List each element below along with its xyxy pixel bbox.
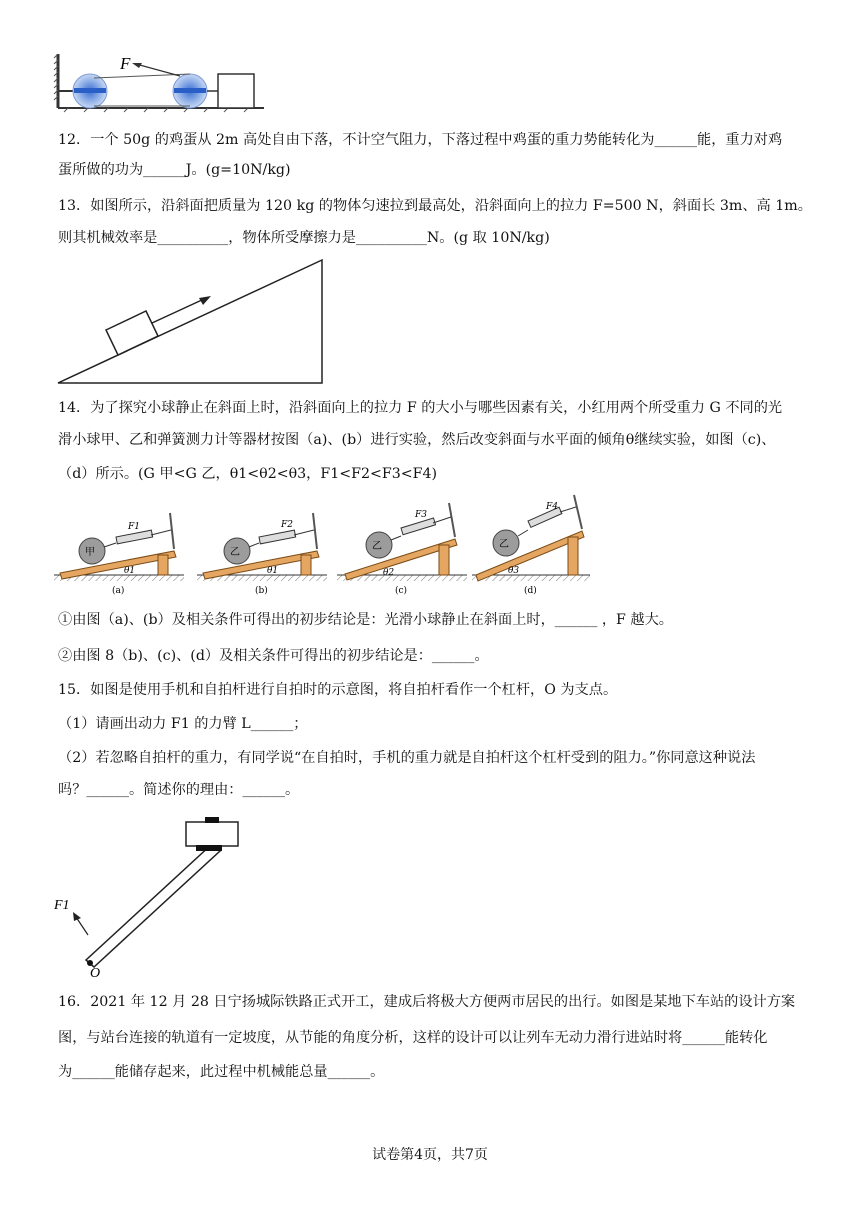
incline-figure bbox=[56, 258, 336, 388]
block bbox=[218, 74, 254, 108]
panel-d-angle: θ3 bbox=[508, 566, 520, 576]
panel-b-force: F2 bbox=[281, 520, 293, 530]
panel-c bbox=[337, 503, 467, 596]
q16-line1: 16．2021 年 12 月 28 日宁扬城际铁路正式开工，建成后将极大方便两市居民的出行。如图是某地下车站的设计方案 bbox=[58, 994, 796, 1010]
q15-part2b: 吗？______。简述你的理由：______。 bbox=[58, 782, 300, 798]
q12-line1: 12．一个 50g 的鸡蛋从 2m 高处自由下落，不计空气阻力，下落过程中鸡蛋的重力势能转化为______能，重力对鸡 bbox=[58, 132, 783, 148]
q14-line2: 滑小球甲、乙和弹簧测力计等器材按图（a)、(b）进行实验，然后改变斜面与水平面的倾角θ继续实验，如图（c)、 bbox=[58, 432, 776, 448]
panel-a-angle: θ1 bbox=[124, 566, 136, 576]
panel-a-caption: (a) bbox=[112, 586, 125, 596]
panel-c-ball: 乙 bbox=[372, 541, 382, 552]
panel-b-caption: (b) bbox=[255, 586, 268, 596]
arrow-icon bbox=[73, 912, 81, 921]
panel-b-ball: 乙 bbox=[230, 547, 240, 558]
panel-a bbox=[54, 513, 184, 596]
panel-d-caption: (d) bbox=[524, 586, 537, 596]
phone bbox=[186, 822, 238, 846]
panel-d-force: F4 bbox=[546, 502, 558, 512]
panel-d-ball: 乙 bbox=[499, 539, 509, 550]
q14-sub2: ②由图 8（b)、(c)、(d）及相关条件可得出的初步结论是：______。 bbox=[58, 648, 489, 664]
q14-sub1: ①由图（a)、(b）及相关条件可得出的初步结论是：光滑小球静止在斜面上时，______ ，F 越大。 bbox=[58, 612, 673, 628]
selfie-stick bbox=[86, 844, 220, 967]
q14-line1: 14．为了探究小球静止在斜面上时，沿斜面向上的拉力 F 的大小与哪些因素有关，小红用两个所受重力 G 不同的光 bbox=[58, 400, 783, 416]
force-label: F bbox=[120, 54, 131, 73]
panel-b-angle: θ1 bbox=[267, 566, 279, 576]
panel-d bbox=[472, 495, 590, 596]
panel-c-force: F3 bbox=[415, 510, 427, 520]
panel-c-angle: θ2 bbox=[383, 568, 395, 578]
panel-a-ball: 甲 bbox=[85, 547, 95, 558]
q16-line3: 为______能储存起来，此过程中机械能总量______。 bbox=[58, 1064, 385, 1080]
q14-panels bbox=[54, 495, 594, 600]
q15-part2a: （2）若忽略自拍杆的重力，有同学说“在自拍时，手机的重力就是自拍杆这个杠杆受到的阻力。”你同意这种说法 bbox=[58, 750, 756, 766]
panel-c-caption: (c) bbox=[395, 586, 408, 596]
q13-line1: 13．如图所示，沿斜面把质量为 120 kg 的物体匀速拉到最高处，沿斜面向上的拉力 F=500 N，斜面长 3m、高 1m。 bbox=[58, 198, 812, 214]
page-footer: 试卷第4页，共7页 bbox=[372, 1147, 488, 1163]
pulley-figure bbox=[54, 54, 274, 114]
q15-part1: （1）请画出动力 F1 的力臂 L______； bbox=[58, 716, 308, 732]
pivot-label: O bbox=[90, 966, 101, 981]
q16-line2: 图，与站台连接的轨道有一定坡度，从节能的角度分析，这样的设计可以让列车无动力滑行进站时将______能转化 bbox=[58, 1030, 768, 1046]
q15-line1: 15．如图是使用手机和自拍杆进行自拍时的示意图，将自拍杆看作一个杠杆，O 为支点。 bbox=[58, 682, 618, 698]
q14-line3: （d）所示。(G 甲<G 乙，θ1<θ2<θ3，F1<F2<F3<F4) bbox=[58, 466, 438, 482]
q13-line2: 则其机械效率是__________，物体所受摩擦力是__________N。(g 取 10N/kg) bbox=[58, 230, 550, 246]
selfie-stick-figure bbox=[50, 815, 250, 980]
panel-b bbox=[197, 513, 327, 596]
panel-a-force: F1 bbox=[128, 522, 140, 532]
q12-line2: 蛋所做的功为______J。(g=10N/kg) bbox=[58, 162, 291, 178]
arrow-icon bbox=[199, 296, 211, 305]
force-label: F1 bbox=[54, 898, 70, 913]
